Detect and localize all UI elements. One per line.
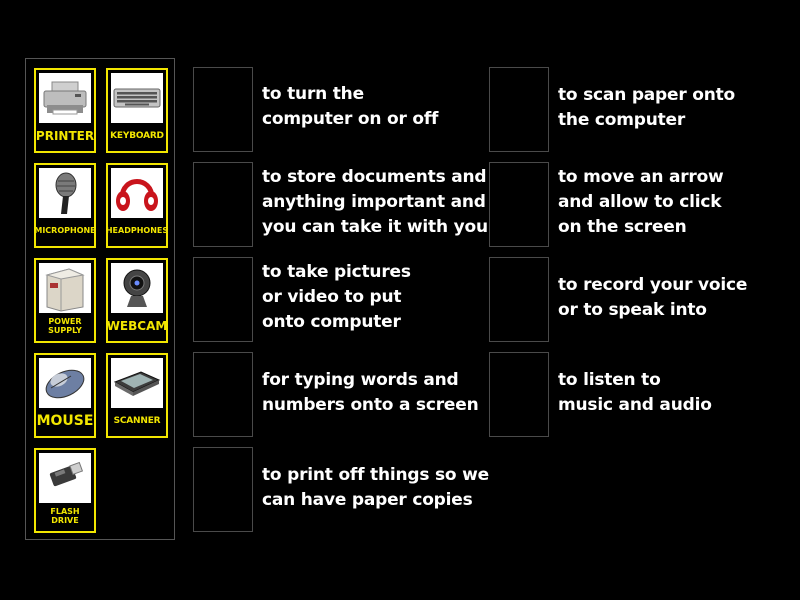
flash-drive-icon [39, 453, 91, 503]
drop-slot[interactable] [193, 352, 253, 437]
clue-text: to take pictures or video to put onto computer [262, 262, 411, 332]
clue-text: for typing words and numbers onto a screen [262, 370, 479, 415]
tile-power-supply[interactable] [34, 258, 96, 343]
tile-label: SCANNER [113, 415, 161, 426]
tile-label: PRINTER [35, 128, 95, 143]
scanner-icon [111, 358, 163, 408]
drop-slot[interactable] [193, 67, 253, 152]
clue-text: to scan paper onto the computer [558, 85, 736, 130]
webcam-icon [111, 263, 163, 313]
tile-mouse[interactable] [34, 353, 96, 438]
tile-microphone[interactable] [34, 163, 96, 248]
clue-text: to record your voice or to speak into [558, 275, 748, 320]
drop-slot[interactable] [489, 162, 549, 247]
clue-text: to turn the computer on or off [262, 84, 439, 129]
tile-label: POWER SUPPLY [48, 316, 82, 335]
microphone-icon [39, 168, 91, 218]
drop-slot[interactable] [193, 162, 253, 247]
drop-slot[interactable] [489, 257, 549, 342]
keyboard-icon [111, 73, 163, 123]
tile-printer[interactable] [34, 68, 96, 153]
tile-label: MOUSE [36, 412, 94, 429]
tile-headphones[interactable] [106, 163, 168, 248]
printer-icon [39, 73, 91, 123]
tile-label: FLASH DRIVE [50, 506, 80, 525]
drop-slot[interactable] [489, 352, 549, 437]
clue-text: to listen to music and audio [558, 370, 712, 415]
tile-label: KEYBOARD [110, 130, 164, 141]
tile-label: MICROPHONE [34, 226, 96, 236]
tile-flash-drive[interactable] [34, 448, 96, 533]
clue-text: to store documents and anything important and you can take it with you [262, 167, 488, 237]
drop-slot[interactable] [489, 67, 549, 152]
power-supply-icon [39, 263, 91, 313]
drop-slot[interactable] [193, 257, 253, 342]
tile-scanner[interactable] [106, 353, 168, 438]
tile-label: WEBCAM [106, 318, 168, 333]
headphones-icon [111, 168, 163, 218]
drop-slot[interactable] [193, 447, 253, 532]
mouse-icon [39, 358, 91, 408]
tile-bank [25, 58, 175, 540]
clue-text: to move an arrow and allow to click on the screen [558, 167, 724, 237]
clue-text: to print off things so we can have paper copies [262, 465, 489, 510]
tile-keyboard[interactable] [106, 68, 168, 153]
tile-webcam[interactable] [106, 258, 168, 343]
tile-label: HEADPHONES [105, 226, 169, 236]
